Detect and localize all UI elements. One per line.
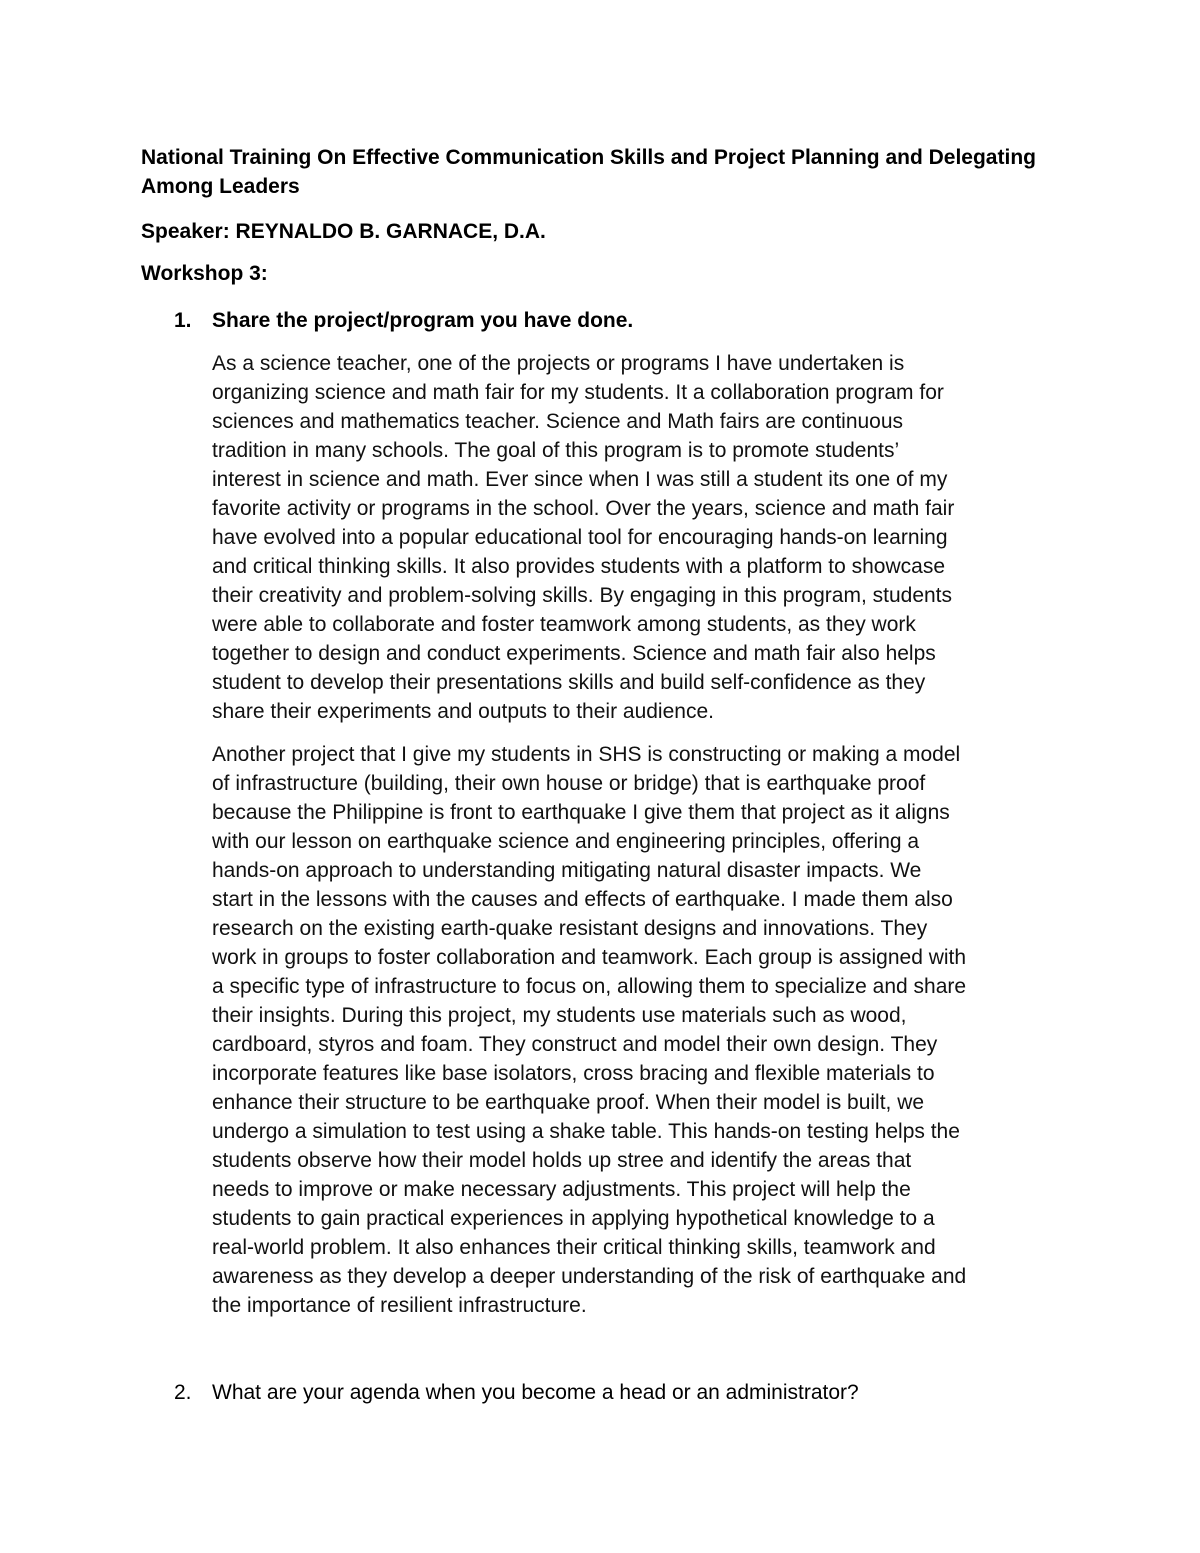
- paragraph-line: work in groups to foster collaboration and teamwork. Each group is assigned with: [212, 946, 967, 969]
- paragraph-line: favorite activity or programs in the school. Over the years, science and math fair: [212, 497, 955, 520]
- paragraph-line: undergo a simulation to test using a shake table. This hands-on testing helps the: [212, 1120, 960, 1143]
- paragraph-line: the importance of resilient infrastructure.: [212, 1294, 587, 1317]
- item-2-question: What are your agenda when you become a head or an administrator?: [212, 1381, 859, 1404]
- paragraph-line: because the Philippine is front to earthquake I give them that project as it aligns: [212, 801, 950, 824]
- paragraph-line: together to design and conduct experiments. Science and math fair also helps: [212, 642, 936, 665]
- paragraph-line: interest in science and math. Ever since when I was still a student its one of my: [212, 468, 948, 491]
- paragraph-line: students to gain practical experiences in applying hypothetical knowledge to a: [212, 1207, 935, 1230]
- paragraph-line: tradition in many schools. The goal of this program is to promote students’: [212, 439, 900, 462]
- paragraph-line: needs to improve or make necessary adjustments. This project will help the: [212, 1178, 911, 1201]
- paragraph-line: a specific type of infrastructure to focus on, allowing them to specialize and share: [212, 975, 967, 998]
- paragraph-line: students observe how their model holds up stree and identify the areas that: [212, 1149, 912, 1172]
- paragraph-line: have evolved into a popular educational tool for encouraging hands-on learning: [212, 526, 948, 549]
- workshop-heading: Workshop 3:: [141, 262, 268, 285]
- paragraph-line: research on the existing earth-quake resistant designs and innovations. They: [212, 917, 928, 940]
- paragraph-line: were able to collaborate and foster teamwork among students, as they work: [212, 613, 916, 636]
- paragraph-line: their creativity and problem-solving skills. By engaging in this program, students: [212, 584, 953, 607]
- paragraph-line: As a science teacher, one of the projects or programs I have undertaken is: [212, 352, 905, 375]
- item-2-number: 2.: [174, 1381, 192, 1404]
- paragraph-line: student to develop their presentations skills and build self-confidence as they: [212, 671, 926, 694]
- paragraph-line: awareness as they develop a deeper understanding of the risk of earthquake and: [212, 1265, 967, 1288]
- paragraph-line: real-world problem. It also enhances their critical thinking skills, teamwork and: [212, 1236, 936, 1259]
- paragraph-line: with our lesson on earthquake science and engineering principles, offering a: [212, 830, 920, 853]
- item-1-number: 1.: [174, 309, 192, 332]
- paragraph-line: organizing science and math fair for my students. It a collaboration program for: [212, 381, 944, 404]
- paragraph-line: Another project that I give my students in SHS is constructing or making a model: [212, 743, 961, 766]
- paragraph-line: incorporate features like base isolators, cross bracing and flexible materials to: [212, 1062, 935, 1085]
- paragraph-line: start in the lessons with the causes and effects of earthquake. I made them also: [212, 888, 953, 911]
- paragraph-line: sciences and mathematics teacher. Science and Math fairs are continuous: [212, 410, 904, 433]
- paragraph-line: enhance their structure to be earthquake proof. When their model is built, we: [212, 1091, 925, 1114]
- paragraph-line: their insights. During this project, my students use materials such as wood,: [212, 1004, 907, 1027]
- paragraph-line: of infrastructure (building, their own house or bridge) that is earthquake proof: [212, 772, 926, 795]
- paragraph-line: hands-on approach to understanding mitigating natural disaster impacts. We: [212, 859, 922, 882]
- document-title: National Training On Effective Communication Skills and Project Planning and Delegating Among Leaders: [141, 146, 1036, 198]
- item-1-question: Share the project/program you have done.: [212, 309, 634, 332]
- item-1-paragraph-2: [212, 740, 1068, 1320]
- paragraph-line: cardboard, styros and foam. They construct and model their own design. They: [212, 1033, 938, 1056]
- item-1-paragraph-1: [212, 349, 1068, 726]
- paragraph-line: and critical thinking skills. It also provides students with a platform to showcase: [212, 555, 946, 578]
- speaker-line: Speaker: REYNALDO B. GARNACE, D.A.: [141, 220, 546, 243]
- paragraph-line: share their experiments and outputs to their audience.: [212, 700, 714, 723]
